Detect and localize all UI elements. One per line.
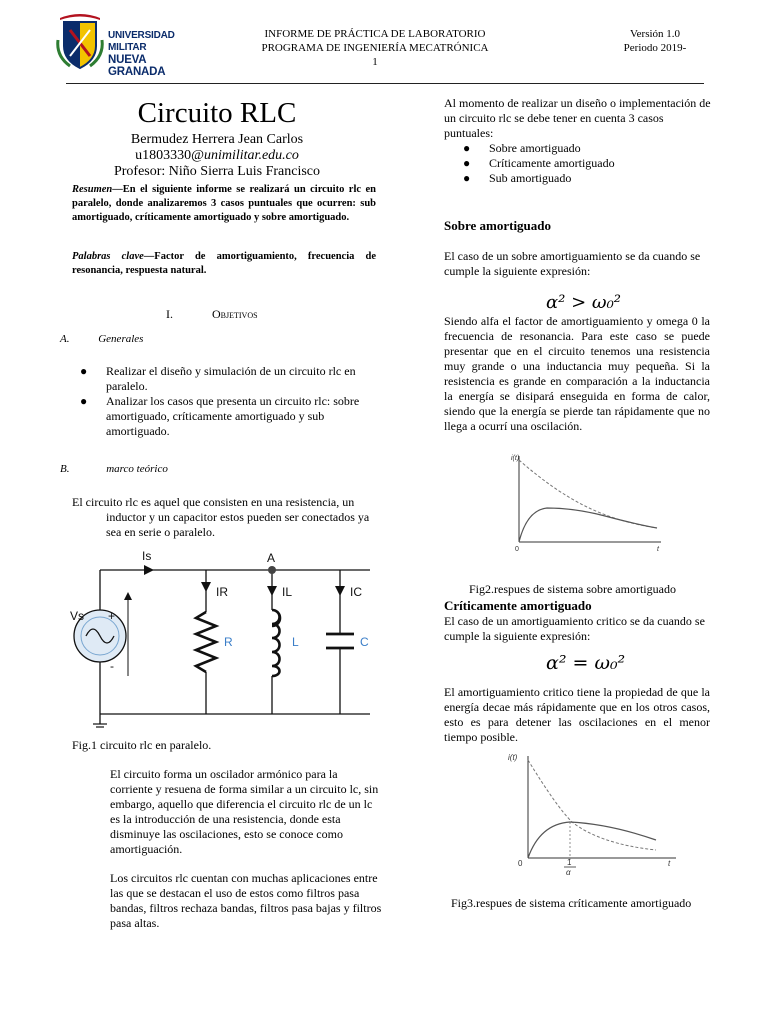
program-line: PROGRAMA DE INGENIERÍA MECATRÓNICA [261,42,489,54]
subsection-marco [60,463,168,475]
report-header [230,27,520,69]
arrow-down-icon [267,586,277,596]
critical-response-curve [528,822,656,858]
label-a: A [267,551,276,565]
objective-text: Analizar los casos que presenta un circuito rlc: sobre amortiguado, críticamente amortiguado y sub amortiguado. [106,394,360,438]
paper-title: Circuito RLC [137,97,297,129]
list-item [80,394,376,439]
label-r: R [224,635,233,649]
tick-numerator: 1 [567,858,572,867]
section-number: I. [166,307,173,321]
paragraph-oscillator: El circuito forma un oscilador armónico para la corriente y resuena de forma similar a un circuito lc, sin embargo, aquello que diferencia el circuito rlc de un lc es la introducción de una resistencia, donde esta disminuye las oscilaciones, esto se conoce como amortiguación. [110,767,379,856]
case-text: Sub amortiguado [489,171,572,185]
subsection-letter: B. [60,463,70,475]
cases-list [463,141,709,186]
report-line: INFORME DE PRÁCTICA DE LABORATORIO [264,28,486,40]
case-text: Sobre amortiguado [489,141,581,155]
version-block [600,27,710,55]
tick-denominator: α [566,868,571,877]
paragraph-applications: Los circuitos rlc cuentan con muchas aplicaciones entre las que se destacan el uso de estos como filtros pasa bandas, filtros rechaza bandas, filtros pasa bajas y filtros pasa altas. [110,871,382,930]
ground-icon [93,724,107,727]
subsection-letter: A. [60,333,70,345]
overdamped-response-curve [519,508,657,542]
intro-paragraph: El circuito rlc es aquel que consisten en una resistencia, un inductor y un capacitor estos pueden ser conectados ya sea en serie o paralelo. [72,495,370,539]
list-item [80,364,376,394]
right-intro: Al momento de realizar un diseño o implementación de un circuito rlc se debe tener en cuenta 3 casos puntuales: [444,96,711,140]
page-number: 1 [372,56,378,68]
list-item [463,156,709,171]
list-item [463,171,709,186]
version-text: Versión 1.0 [629,28,681,40]
keywords-text: —Factor de amortiguamiento, frecuencia de resonancia, respuesta natural. [72,251,376,276]
over-text: Siendo alfa el factor de amortiguamiento y omega 0 la frecuencia de resonancia. Para este caso se puede presentar que en el circuito tenemos una resistencia muy grande o una inductancia muy pequeña. Si la resistencia es grande en comparación a la inductancia la energía se disipará enseguida en forma de calor, siendo que la energía se pierde tan rápidamente que no llega a ocurrí una oscilación. [444,314,710,433]
label-is: Is [142,549,152,563]
objective-text: Realizar el diseño y simulación de un circuito rlc en paralelo. [106,364,356,393]
y-axis-label: i(t) [511,455,520,462]
label-il: IL [282,585,293,599]
fig2-graph [505,450,665,558]
university-name-line1: UNIVERSIDAD MILITAR [108,30,175,53]
crit-text: El amortiguamiento critico tiene la propiedad de que la energía decae más rápidamente que en los otros casos, esto es para detener las oscilaciones en el menor tiempo posible. [444,685,710,744]
x-axis-label: t [668,859,671,868]
label-ic: IC [350,585,362,599]
origin-label: 0 [515,546,519,553]
crit-intro: El caso de un amortiguamiento critico se da cuando se cumple la siguiente expresión: [444,614,705,643]
natural-response-curve [528,760,656,850]
author-block [66,132,368,180]
node-a-dot [268,566,276,574]
abstract [72,183,376,225]
section-objectives-heading [166,307,258,322]
bullet-icon: ● [463,156,471,170]
arrow-down-icon [201,582,211,592]
fig1-caption: Fig.1 circuito rlc en paralelo. [72,738,212,752]
equation-over: α² > ω₀² [546,292,622,313]
label-plus: + [108,609,116,623]
resistor-icon [196,612,216,672]
list-item [463,141,709,156]
arrow-up-icon [124,592,132,600]
author-email [66,148,368,164]
label-l: L [292,635,299,649]
bullet-icon: ● [80,364,88,378]
section-title: Objetivos [212,307,258,321]
university-logo [56,10,196,78]
abstract-label: Resumen [72,184,113,195]
subsection-title: marco teórico [106,463,168,475]
arrow-right-icon [144,565,154,575]
header-rule [66,83,704,84]
natural-response-curve [519,460,657,528]
label-c: C [360,635,369,649]
bullet-icon: ● [463,141,471,155]
origin-label: 0 [518,859,523,868]
email-user: u1803330@ [135,148,204,163]
case-text: Críticamente amortiguado [489,156,615,170]
heading-critically-damped: Críticamente amortiguado [444,598,592,613]
bullet-icon: ● [463,171,471,185]
fig2-caption: Fig2.respues de sistema sobre amortiguado [469,582,676,596]
label-ir: IR [216,585,228,599]
subsection-generales [60,333,143,345]
heading-over-damped: Sobre amortiguado [444,218,552,233]
fig3-graph [500,750,680,880]
university-name [108,30,196,78]
over-intro: El caso de un sobre amortiguamiento se da cuando se cumple la siguiente expresión: [444,249,701,278]
professor-name: Profesor: Niño Sierra Luis Francisco [113,164,321,179]
fig3-caption: Fig3.respues de sistema críticamente amortiguado [451,896,692,910]
inductor-icon [272,610,280,676]
x-axis-label: t [657,546,659,553]
period-text: Periodo 2019- [623,42,687,54]
objectives-list [80,364,376,439]
keywords-label: Palabras clave [72,251,144,262]
university-name-line2: NUEVA GRANADA [108,54,166,78]
arrow-down-icon [335,586,345,596]
y-axis-label: i(t) [508,753,518,762]
label-minus: - [110,659,114,673]
rlc-circuit-diagram [66,548,386,728]
abstract-text: —En el siguiente informe se realizará un circuito rlc en paralelo, donde analizaremos 3 casos puntuales que ocurren: sub amortiguado, críticamente amortiguado y sobre amortiguado. [72,184,376,223]
subsection-title: Generales [98,333,144,345]
email-domain: unimilitar.edu.co [204,148,299,163]
label-vs: Vs [70,609,85,623]
equation-crit: α² = ω₀² [546,652,626,674]
bullet-icon: ● [80,394,88,408]
keywords [72,250,376,278]
author-name: Bermudez Herrera Jean Carlos [130,132,304,147]
capacitor-icon [326,634,354,648]
